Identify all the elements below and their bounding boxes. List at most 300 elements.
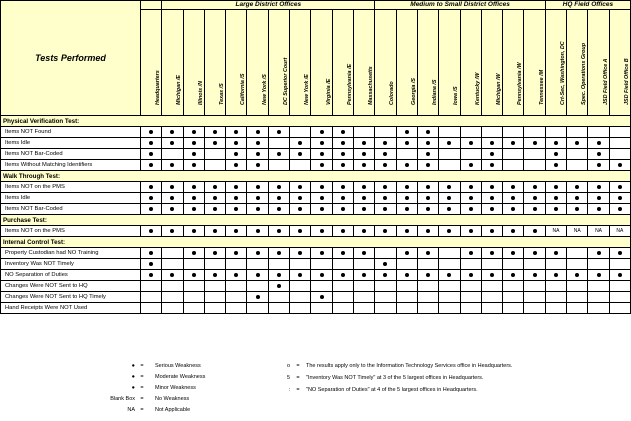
weakness-dot-icon — [256, 207, 260, 211]
result-cell — [439, 248, 460, 259]
result-cell — [290, 204, 311, 215]
result-cell — [567, 182, 588, 193]
result-cell — [396, 127, 417, 138]
row-label: Items NOT on the PMS — [1, 182, 141, 193]
table-row — [1, 160, 631, 171]
weakness-dot-icon — [383, 163, 387, 167]
not-applicable-text: NA — [573, 228, 581, 234]
result-cell — [460, 149, 481, 160]
section-title: Walk Through Test: — [1, 171, 631, 182]
weakness-dot-icon — [320, 141, 324, 145]
table-row — [1, 182, 631, 193]
weakness-dot-icon — [447, 273, 451, 277]
result-cell — [204, 281, 225, 292]
result-cell — [268, 259, 289, 270]
result-cell — [183, 226, 204, 237]
result-cell — [183, 127, 204, 138]
weakness-dot-icon — [575, 207, 579, 211]
column-header — [226, 10, 247, 116]
result-cell — [396, 226, 417, 237]
table-row — [1, 248, 631, 259]
result-cell — [439, 270, 460, 281]
weakness-dot-icon — [192, 185, 196, 189]
result-cell — [204, 138, 225, 149]
weakness-dot-icon — [383, 152, 387, 156]
result-cell — [460, 281, 481, 292]
result-cell — [396, 193, 417, 204]
weakness-dot-icon — [170, 141, 174, 145]
result-cell — [183, 281, 204, 292]
result-cell — [524, 303, 545, 314]
result-cell — [332, 160, 353, 171]
result-cell — [524, 248, 545, 259]
weakness-dot-icon — [277, 229, 281, 233]
weakness-dot-icon — [149, 196, 153, 200]
group-header: Large District Offices — [162, 1, 375, 10]
result-cell — [162, 259, 183, 270]
result-cell — [183, 292, 204, 303]
weakness-dot-icon — [277, 284, 281, 288]
result-cell — [268, 226, 289, 237]
result-cell — [503, 182, 524, 193]
result-cell — [226, 248, 247, 259]
result-cell — [417, 127, 438, 138]
weakness-dot-icon — [149, 185, 153, 189]
result-cell — [290, 292, 311, 303]
weakness-dot-icon — [447, 185, 451, 189]
result-cell — [567, 281, 588, 292]
column-header-label: Illinois /N — [197, 81, 204, 105]
column-header — [141, 10, 162, 116]
weakness-dot-icon — [618, 196, 622, 200]
weakness-dot-icon — [554, 185, 558, 189]
result-cell — [545, 138, 566, 149]
result-cell — [162, 127, 183, 138]
result-cell — [290, 270, 311, 281]
result-cell — [396, 292, 417, 303]
table-row — [1, 303, 631, 314]
weakness-dot-icon — [170, 130, 174, 134]
weakness-dot-icon — [469, 273, 473, 277]
result-cell — [481, 138, 502, 149]
weakness-dot-icon — [277, 273, 281, 277]
result-cell — [396, 248, 417, 259]
tests-performed-header: Tests Performed — [1, 1, 141, 116]
table-row — [1, 127, 631, 138]
weakness-dot-icon — [405, 130, 409, 134]
result-cell — [503, 292, 524, 303]
weakness-dot-icon — [447, 229, 451, 233]
result-cell — [141, 226, 162, 237]
weakness-dot-icon — [426, 185, 430, 189]
result-cell — [417, 292, 438, 303]
weakness-dot-icon — [405, 196, 409, 200]
weakness-dot-icon — [533, 207, 537, 211]
weakness-dot-icon — [170, 229, 174, 233]
legend — [0, 355, 631, 421]
result-cell — [141, 182, 162, 193]
column-header-label: New York /S — [261, 74, 268, 105]
column-header-label: Pennsylvania /E — [346, 63, 353, 105]
result-cell — [460, 303, 481, 314]
weakness-dot-icon — [426, 141, 430, 145]
result-cell — [524, 204, 545, 215]
result-cell — [524, 182, 545, 193]
result-cell — [268, 281, 289, 292]
weakness-dot-icon — [149, 141, 153, 145]
result-cell — [268, 193, 289, 204]
result-cell — [503, 270, 524, 281]
weakness-dot-icon — [256, 229, 260, 233]
result-cell — [162, 248, 183, 259]
result-cell — [503, 149, 524, 160]
result-cell — [204, 226, 225, 237]
result-cell — [503, 281, 524, 292]
result-cell — [567, 204, 588, 215]
result-cell — [609, 303, 630, 314]
weakness-dot-icon — [447, 196, 451, 200]
weakness-dot-icon — [469, 196, 473, 200]
result-cell — [183, 204, 204, 215]
result-cell — [417, 303, 438, 314]
column-header-label: Tennessee /M — [538, 69, 545, 105]
result-cell — [332, 127, 353, 138]
result-cell — [204, 248, 225, 259]
note-symbol: : — [288, 387, 290, 393]
result-cell — [396, 303, 417, 314]
result-cell — [439, 292, 460, 303]
weakness-dot-icon — [383, 229, 387, 233]
result-cell — [290, 248, 311, 259]
weakness-dot-icon — [234, 163, 238, 167]
weakness-dot-icon — [597, 152, 601, 156]
result-cell — [247, 138, 268, 149]
result-cell — [375, 149, 396, 160]
result-cell — [417, 149, 438, 160]
legend-text: No Weakness — [155, 396, 190, 402]
result-cell — [141, 149, 162, 160]
result-cell — [524, 193, 545, 204]
result-cell — [141, 193, 162, 204]
column-header — [332, 10, 353, 116]
weakness-dot-icon — [597, 163, 601, 167]
table-row — [1, 204, 631, 215]
weakness-dot-icon — [490, 141, 494, 145]
result-cell — [162, 149, 183, 160]
result-cell — [311, 226, 332, 237]
result-cell — [247, 281, 268, 292]
weakness-dot-icon — [490, 273, 494, 277]
result-cell — [268, 248, 289, 259]
weakness-dot-icon — [170, 273, 174, 277]
column-header — [396, 10, 417, 116]
result-cell — [375, 270, 396, 281]
row-label: Items NOT on the PMS — [1, 226, 141, 237]
note-symbol: 5 — [286, 375, 290, 381]
result-cell — [204, 193, 225, 204]
row-label: Items NOT Bar-Coded — [1, 149, 141, 160]
table-row — [1, 138, 631, 149]
result-cell — [311, 138, 332, 149]
not-applicable-text: NA — [595, 228, 603, 234]
result-cell — [247, 259, 268, 270]
result-cell — [353, 182, 374, 193]
weakness-dot-icon — [341, 185, 345, 189]
weakness-dot-icon — [234, 251, 238, 255]
weakness-dot-icon — [575, 141, 579, 145]
row-label: Changes Were NOT Sent to HQ Timely — [1, 292, 141, 303]
column-header — [609, 10, 630, 116]
result-cell — [588, 193, 609, 204]
result-cell — [375, 160, 396, 171]
result-cell — [332, 226, 353, 237]
result-cell — [439, 160, 460, 171]
result-cell — [524, 292, 545, 303]
result-cell — [204, 127, 225, 138]
result-cell — [567, 270, 588, 281]
result-cell — [290, 259, 311, 270]
column-header-label: Iowa /S — [453, 86, 460, 105]
result-cell — [226, 138, 247, 149]
result-cell — [417, 248, 438, 259]
weakness-dot-icon — [192, 251, 196, 255]
result-cell — [396, 149, 417, 160]
result-cell — [141, 270, 162, 281]
result-cell — [204, 149, 225, 160]
weakness-dot-icon — [362, 273, 366, 277]
result-cell — [567, 160, 588, 171]
result-cell — [332, 270, 353, 281]
result-cell — [290, 127, 311, 138]
section-title: Purchase Test: — [1, 215, 631, 226]
table-row — [1, 270, 631, 281]
result-cell — [332, 138, 353, 149]
weakness-dot-icon — [511, 273, 515, 277]
weakness-dot-icon — [405, 251, 409, 255]
note-symbol: o — [286, 363, 290, 369]
result-cell — [311, 149, 332, 160]
result-cell — [247, 160, 268, 171]
weakness-dot-icon — [298, 141, 302, 145]
weakness-dot-icon — [533, 229, 537, 233]
weakness-dot-icon — [426, 229, 430, 233]
result-cell — [226, 303, 247, 314]
weakness-dot-icon — [597, 196, 601, 200]
table-row — [1, 259, 631, 270]
row-label: NO Separation of Duties — [1, 270, 141, 281]
weakness-dot-icon — [149, 130, 153, 134]
result-cell — [353, 270, 374, 281]
result-cell — [609, 270, 630, 281]
weakness-dot-icon — [554, 152, 558, 156]
weakness-dot-icon — [426, 152, 430, 156]
table-row — [1, 193, 631, 204]
result-cell — [268, 138, 289, 149]
column-header — [162, 10, 183, 116]
weakness-dot-icon — [256, 185, 260, 189]
weakness-dot-icon — [511, 251, 515, 255]
result-cell — [460, 138, 481, 149]
weakness-dot-icon — [469, 251, 473, 255]
row-label: Items Idle — [1, 138, 141, 149]
result-cell — [353, 226, 374, 237]
weakness-dot-icon — [554, 163, 558, 167]
result-cell — [396, 259, 417, 270]
result-cell — [503, 303, 524, 314]
result-cell — [162, 281, 183, 292]
weakness-dot-icon — [511, 141, 515, 145]
weakness-dot-icon — [234, 152, 238, 156]
result-cell — [545, 259, 566, 270]
column-header — [311, 10, 332, 116]
column-header-label: Massachusetts — [368, 66, 375, 105]
weakness-dot-icon — [256, 152, 260, 156]
result-cell — [417, 259, 438, 270]
result-cell — [481, 182, 502, 193]
result-cell — [375, 226, 396, 237]
result-cell — [311, 182, 332, 193]
weakness-dot-icon — [192, 141, 196, 145]
result-cell — [439, 259, 460, 270]
weakness-dot-icon — [447, 141, 451, 145]
legend-symbol: ● — [131, 363, 135, 369]
weakness-dot-icon — [320, 251, 324, 255]
result-cell — [204, 292, 225, 303]
weakness-dot-icon — [469, 163, 473, 167]
result-cell — [567, 259, 588, 270]
result-cell — [396, 281, 417, 292]
result-cell — [204, 270, 225, 281]
weakness-dot-icon — [192, 229, 196, 233]
weakness-dot-icon — [170, 185, 174, 189]
column-header — [183, 10, 204, 116]
result-cell — [183, 160, 204, 171]
result-cell — [290, 160, 311, 171]
result-cell — [567, 149, 588, 160]
result-cell — [332, 259, 353, 270]
note-equals: = — [296, 387, 300, 393]
result-cell — [332, 182, 353, 193]
note-equals: = — [296, 375, 300, 381]
result-cell — [162, 303, 183, 314]
result-cell — [183, 270, 204, 281]
result-cell — [588, 138, 609, 149]
result-cell — [609, 292, 630, 303]
table-row — [1, 281, 631, 292]
column-header — [417, 10, 438, 116]
result-cell — [141, 204, 162, 215]
result-cell — [567, 248, 588, 259]
weakness-dot-icon — [213, 130, 217, 134]
weakness-dot-icon — [277, 152, 281, 156]
weakness-dot-icon — [426, 196, 430, 200]
column-header-label: JSD Field Office B — [623, 58, 630, 105]
result-cell — [460, 292, 481, 303]
row-label: Changes Were NOT Sent to HQ — [1, 281, 141, 292]
result-cell — [353, 204, 374, 215]
weakness-dot-icon — [469, 229, 473, 233]
note-text: The results apply only to the Information Technology Services office in Headquarters. — [306, 363, 513, 369]
weakness-dot-icon — [341, 273, 345, 277]
weakness-dot-icon — [490, 152, 494, 156]
result-cell — [247, 204, 268, 215]
result-cell — [353, 127, 374, 138]
row-label: Items NOT Bar-Coded — [1, 204, 141, 215]
weakness-dot-icon — [618, 207, 622, 211]
legend-symbol: ● — [131, 374, 135, 380]
result-cell — [141, 281, 162, 292]
result-cell — [353, 303, 374, 314]
result-cell — [396, 160, 417, 171]
result-cell — [396, 138, 417, 149]
result-cell — [481, 149, 502, 160]
result-cell — [141, 138, 162, 149]
result-cell — [290, 182, 311, 193]
result-cell — [481, 226, 502, 237]
result-cell — [247, 303, 268, 314]
result-cell — [503, 138, 524, 149]
table-row — [1, 149, 631, 160]
weakness-dot-icon — [533, 196, 537, 200]
weakness-dot-icon — [277, 185, 281, 189]
result-cell — [460, 127, 481, 138]
result-cell — [481, 127, 502, 138]
weakness-dot-icon — [341, 251, 345, 255]
weakness-dot-icon — [149, 273, 153, 277]
result-cell — [162, 193, 183, 204]
weakness-dot-icon — [405, 163, 409, 167]
column-header-label: Michigan /E — [176, 75, 183, 105]
result-cell — [503, 204, 524, 215]
result-cell — [588, 248, 609, 259]
column-header-label: Colorado — [389, 81, 396, 105]
result-cell — [375, 303, 396, 314]
result-cell — [609, 193, 630, 204]
weakness-dot-icon — [256, 130, 260, 134]
weakness-dot-icon — [234, 196, 238, 200]
result-cell — [524, 149, 545, 160]
weakness-dot-icon — [469, 185, 473, 189]
result-cell — [460, 226, 481, 237]
result-cell — [332, 281, 353, 292]
result-cell — [204, 182, 225, 193]
result-cell — [226, 292, 247, 303]
column-header-label: New York /E — [304, 74, 311, 105]
result-cell — [417, 160, 438, 171]
weakness-dot-icon — [362, 152, 366, 156]
weakness-dot-icon — [149, 207, 153, 211]
not-applicable-text: NA — [616, 228, 624, 234]
result-cell — [545, 193, 566, 204]
column-header — [545, 10, 566, 116]
result-cell — [417, 182, 438, 193]
weakness-dot-icon — [341, 207, 345, 211]
result-cell — [290, 303, 311, 314]
result-cell — [141, 248, 162, 259]
result-cell — [162, 270, 183, 281]
result-cell — [588, 204, 609, 215]
column-header-label: Indiana /S — [432, 79, 439, 105]
weakness-dot-icon — [320, 152, 324, 156]
result-cell — [226, 226, 247, 237]
table-row — [1, 292, 631, 303]
weakness-dot-icon — [362, 141, 366, 145]
result-cell — [375, 127, 396, 138]
result-cell — [396, 204, 417, 215]
result-cell — [268, 292, 289, 303]
column-header-label: Michigan /W — [495, 73, 502, 105]
weakness-dot-icon — [277, 196, 281, 200]
